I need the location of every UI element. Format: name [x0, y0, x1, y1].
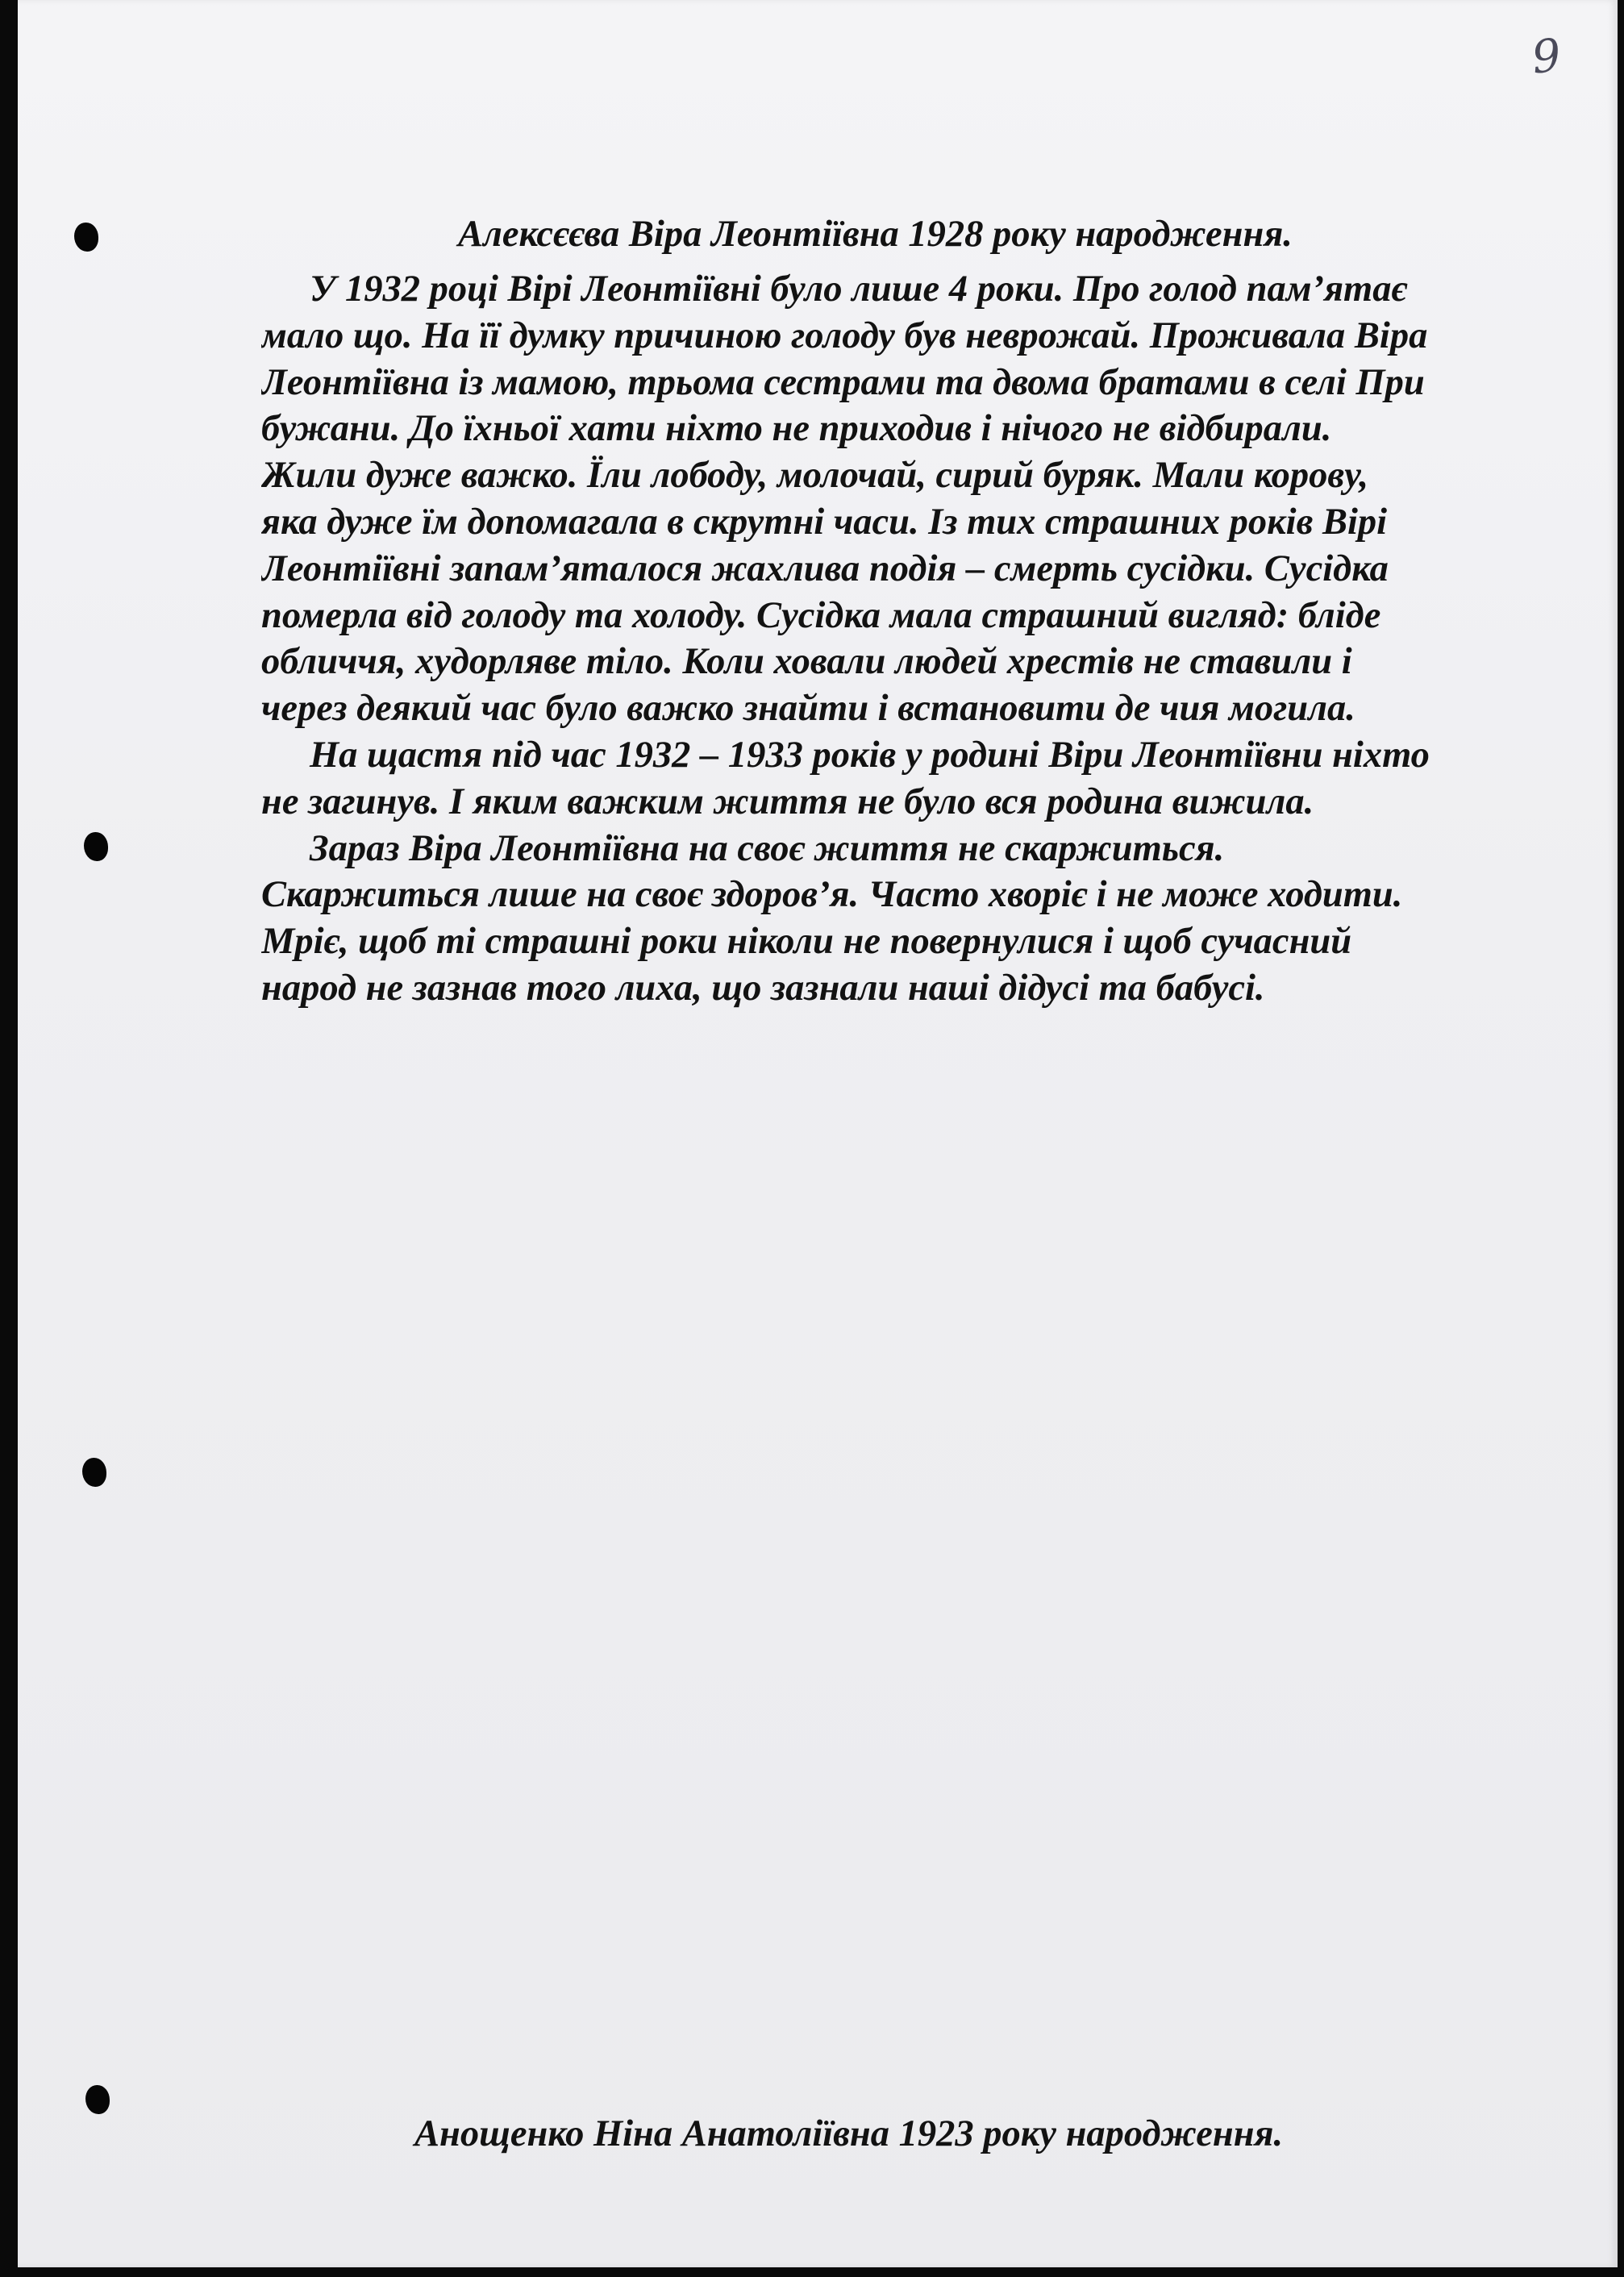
body-line: Жили дуже важко. Їли лободу, молочай, сирий буряк. Мали корову,	[261, 455, 1369, 497]
body-line: мало що. На її думку причиною голоду був неврожай. Проживала Віра	[261, 314, 1428, 356]
body-line: народ не зазнав того лиха, що зазнали наші дідусі та бабусі.	[261, 967, 1265, 1009]
entry-body	[261, 266, 1553, 1012]
body-line: У 1932 році Вірі Леонтіївні було лише 4 роки. Про голод пам’ятає	[310, 268, 1407, 310]
body-line: через деякий час було важко знайти і встановити де чия могила.	[261, 688, 1355, 730]
document-page	[18, 0, 1618, 2267]
punch-hole-3	[82, 1458, 106, 1487]
entry-heading: Алексєєва Віра Леонтіївна 1928 року народження.	[458, 214, 1293, 255]
page-number: 9	[1529, 29, 1564, 85]
body-line: не загинув. І яким важким життя не було вся родина вижила.	[261, 781, 1314, 822]
body-line: Мріє, щоб ті страшні роки ніколи не повернулися і щоб сучасний	[261, 921, 1352, 963]
punch-hole-1	[74, 223, 98, 252]
body-line: На щастя під час 1932 – 1933 років у родині Віри Леонтіївни ніхто	[310, 734, 1430, 776]
body-line: Зараз Віра Леонтіївна на своє життя не скаржиться.	[310, 827, 1225, 869]
body-line: бужани. До їхньої хати ніхто не приходив і нічого не відбирали.	[261, 408, 1332, 450]
entry-heading-2: Анощенко Ніна Анатоліївна 1923 року народження.	[414, 2113, 1284, 2154]
punch-hole-2	[84, 832, 108, 861]
body-line: обличчя, худорляве тіло. Коли ховали людей хрестів не ставили і	[261, 641, 1352, 683]
body-line: Леонтіївні запам’яталося жахлива подія – смерть сусідки. Сусідка	[261, 547, 1389, 589]
body-line: померла від голоду та холоду. Сусідка мала страшний вигляд: бліде	[261, 594, 1381, 636]
body-line: яка дуже їм допомагала в скрутні часи. Із тих страшних років Вірі	[261, 501, 1388, 543]
body-line: Леонтіївна із мамою, трьома сестрами та двома братами в селі При	[261, 361, 1425, 403]
body-line: Скаржиться лише на своє здоров’я. Часто хворіє і не може ходити.	[261, 874, 1403, 916]
punch-hole-4	[85, 2085, 110, 2114]
